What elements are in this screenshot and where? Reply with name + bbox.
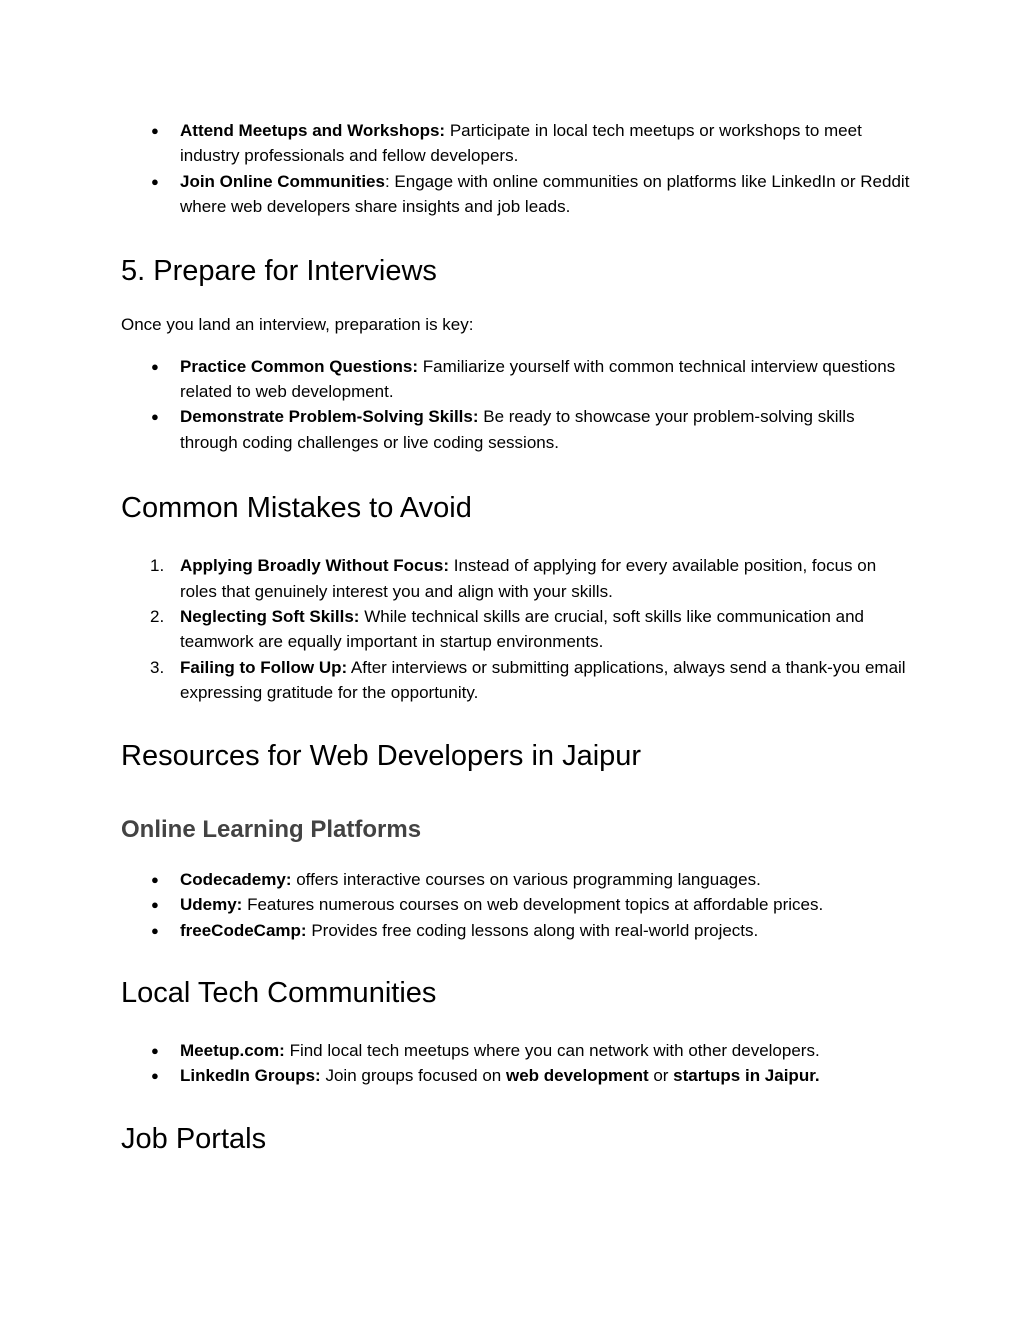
bullet-icon: ● [151,922,159,938]
document-page [121,118,911,1156]
resources-heading: Resources for Web Developers in Jaipur [121,739,642,772]
list-item: 3. Failing to Follow Up: After interviews or submitting applications, always send a thank-you email expressing gratitude for the opportunity. [150,657,906,703]
bullet-icon: ● [151,358,159,374]
list-item: ● Udemy: Features numerous courses on web development topics at affordable prices. [121,892,911,917]
list-item: ● Attend Meetups and Workshops: Participate in local tech meetups or workshops to meet industry professionals and fellow developers. [121,118,911,169]
list-item: 2. Neglecting Soft Skills: While technical skills are crucial, soft skills like communication and teamwork are equally important in startup environments. [150,607,864,652]
list-item: ● Join Online Communities: Engage with online communities on platforms like LinkedIn or Reddit where web developers share insights and job leads. [121,169,911,220]
bullet-icon: ● [151,871,159,887]
local-communities-list [121,1038,911,1089]
local-communities-heading: Local Tech Communities [121,976,437,1009]
list-item: ● Practice Common Questions: Familiarize yourself with common technical interview questions related to web development. [121,354,911,405]
online-learning-subheading: Online Learning Platforms [121,815,422,843]
bullet-icon: ● [151,1042,159,1058]
list-item: ● Demonstrate Problem-Solving Skills: Be ready to showcase your problem-solving skills through coding challenges or live coding sessions. [121,404,911,455]
list-item: ● Codecademy: offers interactive courses on various programming languages. [121,867,911,892]
bullet-icon: ● [151,123,159,138]
job-portals-heading: Job Portals [121,1122,267,1155]
list-item: 1. Applying Broadly Without Focus: Instead of applying for every available position, focus on roles that genuinely interest you and align with your skills. [150,556,877,601]
interviews-list [121,354,911,456]
mistakes-list [121,553,911,705]
list-item: ● freeCodeCamp: Provides free coding lessons along with real-world projects. [121,918,911,943]
bullet-icon: ● [151,409,159,425]
list-item: ● Meetup.com: Find local tech meetups where you can network with other developers. [121,1038,911,1063]
interviews-heading: 5. Prepare for Interviews [121,254,437,287]
interviews-intro: Once you land an interview, preparation is key: [121,314,474,334]
bullet-icon: ● [151,1068,159,1084]
list-item: ● LinkedIn Groups: Join groups focused on web development or startups in Jaipur. [121,1063,911,1088]
learning-platforms-list [121,867,911,943]
networking-list [121,118,911,220]
mistakes-heading: Common Mistakes to Avoid [121,492,472,525]
bullet-icon: ● [151,897,159,913]
bullet-icon: ● [151,173,159,189]
